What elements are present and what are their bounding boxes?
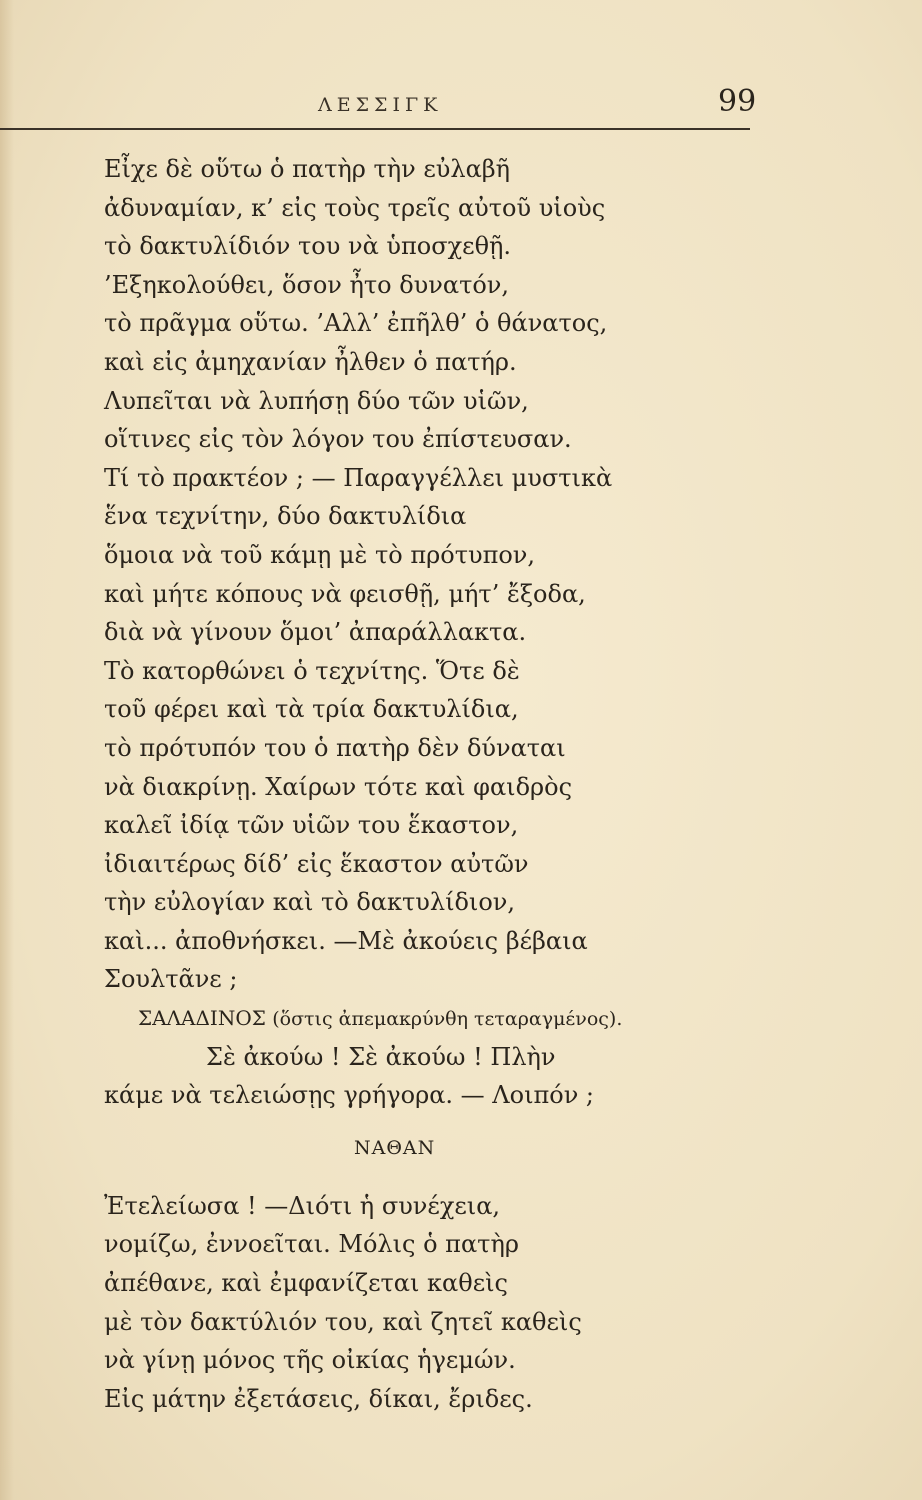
verse-line: κάμε νὰ τελειώσῃς γρήγορα. — Λοιπόν ; xyxy=(104,1081,595,1110)
verse-line: Τί τὸ πρακτέον ; — Παραγγέλλει μυστικὰ xyxy=(104,463,613,492)
running-title: ΛΕΣΣΙΓΚ xyxy=(318,94,443,116)
verse-line: τοῦ φέρει καὶ τὰ τρία δακτυλίδια, xyxy=(104,695,519,724)
verse-line: Εἰς μάτην ἐξετάσεις, δίκαι, ἔριδες. xyxy=(104,1384,533,1413)
verse-line: Ἐτελείωσα ! —Διότι ἡ συνέχεια, xyxy=(104,1191,501,1220)
speaker-heading-saladin xyxy=(104,999,764,1038)
verse-line: διὰ νὰ γίνουν ὅμοι’ ἀπαράλλακτα. xyxy=(104,618,527,647)
verse-line: ὅμοια νὰ τοῦ κάμῃ μὲ τὸ πρότυπον, xyxy=(104,540,536,569)
verse-line: τὸ δακτυλίδιόν του νὰ ὑποσχεθῇ. xyxy=(104,232,512,261)
verse-line: νομίζω, ἐννοεῖται. Μόλις ὁ πατὴρ xyxy=(104,1230,519,1259)
verse-line: ἕνα τεχνίτην, δύο δακτυλίδια xyxy=(104,502,467,531)
speaker-name: ΣΑΛΑΔΙΝΟΣ xyxy=(138,1006,266,1031)
verse-line: τὸ πρότυπόν του ὁ πατὴρ δὲν δύναται xyxy=(104,733,566,762)
verse-line: ἀπέθανε, καὶ ἐμφανίζεται καθεὶς xyxy=(104,1269,508,1298)
verse-line: τὴν εὐλογίαν καὶ τὸ δακτυλίδιον, xyxy=(104,888,516,917)
verse-line: νὰ διακρίνῃ. Χαίρων τότε καὶ φαιδρὸς xyxy=(104,772,573,801)
verse-line: νὰ γίνῃ μόνος τῆς οἰκίας ἡγεμών. xyxy=(104,1346,516,1375)
verse-line: οἵτινες εἰς τὸν λόγον του ἐπίστευσαν. xyxy=(104,425,572,454)
verse-line: Εἶχε δὲ οὕτω ὁ πατὴρ τὴν εὐλαβῆ xyxy=(104,155,511,183)
speaker-heading-nathan: ΝΑΘΑΝ xyxy=(354,1136,436,1159)
verse-line: καὶ μήτε κόπους νὰ φεισθῇ, μήτ’ ἔξοδα, xyxy=(104,579,586,608)
verse-line: καὶ εἰς ἀμηχανίαν ἦλθεν ὁ πατήρ. xyxy=(104,347,517,376)
verse-line: Σουλτᾶνε ; xyxy=(104,965,238,994)
stage-direction: (ὅστις ἀπεμακρύνθη τεταραγμένος). xyxy=(272,1008,623,1031)
verse-line: ἰδιαιτέρως δίδ’ εἰς ἕκαστον αὐτῶν xyxy=(104,849,529,878)
verse-line: μὲ τὸν δακτύλιόν του, καὶ ζητεῖ καθεὶς xyxy=(104,1307,582,1336)
verse-line: Τὸ κατορθώνει ὁ τεχνίτης. Ὅτε δὲ xyxy=(104,656,520,685)
page-gutter-shadow xyxy=(0,0,14,1500)
poem-text xyxy=(104,150,764,1418)
verse-line: Λυπεῖται νὰ λυπήσῃ δύο τῶν υἱῶν, xyxy=(104,386,529,415)
verse-line: ἀδυναμίαν, κ’ εἰς τοὺς τρεῖς αὐτοῦ υἱοὺς xyxy=(104,193,606,222)
verse-line: καλεῖ ἰδίᾳ τῶν υἱῶν του ἕκαστον, xyxy=(104,811,519,840)
page-number: 99 xyxy=(718,84,757,119)
header-rule xyxy=(0,128,750,130)
verse-line: καὶ... ἀποθνήσκει. —Μὲ ἀκούεις βέβαια xyxy=(104,926,588,955)
verse-line: τὸ πρᾶγμα οὕτω. ’Αλλ’ ἐπῆλθ’ ὁ θάνατος, xyxy=(104,309,608,338)
verse-line: Σὲ ἀκούω ! Σὲ ἀκούω ! Πλὴν xyxy=(206,1042,556,1071)
verse-line: ’Εξηκολούθει, ὅσον ἦτο δυνατόν, xyxy=(104,270,510,299)
